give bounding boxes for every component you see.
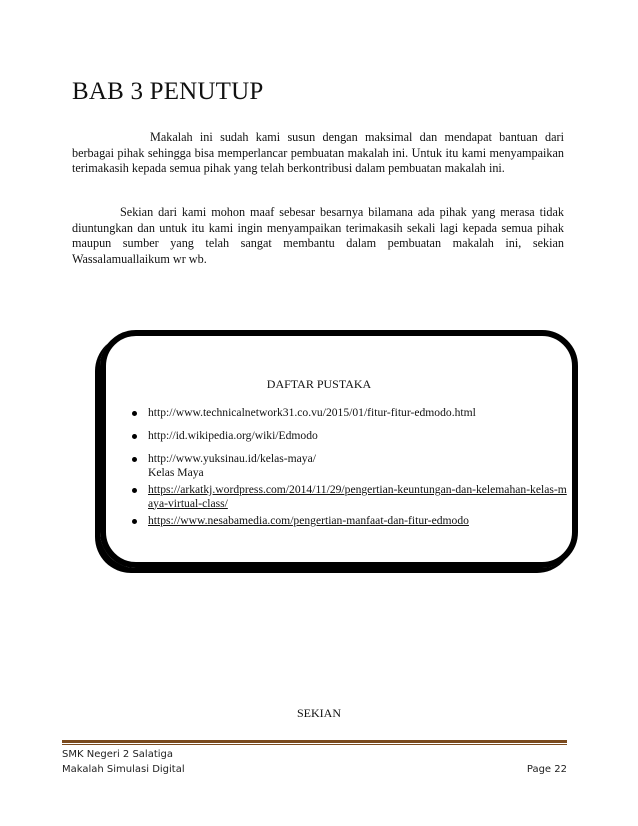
reference-note: Kelas Maya (148, 465, 204, 479)
footer-divider-thin (62, 744, 567, 745)
reference-link[interactable]: http://www.technicalnetwork31.co.vu/2015/01/fitur-fitur-edmodo.html (148, 406, 476, 419)
footer-subject: Makalah Simulasi Digital (62, 764, 185, 775)
reference-item (130, 452, 570, 479)
reference-link[interactable]: https://arkatkj.wordpress.com/2014/11/29/pengertian-keuntungan-dan-kelemahan-kelas-maya-virtual-class/ (148, 483, 567, 510)
footer-page-number: Page 22 (526, 764, 567, 775)
footer-bottom-row (62, 764, 567, 775)
reference-item (130, 429, 570, 443)
footer-school: SMK Negeri 2 Salatiga (62, 749, 174, 760)
closing-word: SEKIAN (297, 706, 341, 720)
references-list (130, 406, 570, 528)
reference-item (130, 514, 570, 528)
footer-divider-thick (62, 740, 567, 743)
reference-link[interactable]: https://www.nesabamedia.com/pengertian-manfaat-dan-fitur-edmodo (148, 514, 469, 527)
reference-item (130, 406, 570, 420)
reference-item (130, 483, 570, 510)
chapter-title: BAB 3 PENUTUP (72, 78, 264, 105)
references-title: DAFTAR PUSTAKA (266, 377, 372, 391)
closing-paragraph-2: Sekian dari kami mohon maaf sebesar besarnya bilamana ada pihak yang merasa tidak diuntungkan dan untuk itu kami ingin menyampaikan terimakasih sekali lagi kepada semua pihak maupun sumber yang telah sangat membantu dalam pembuatan makalah ini, sekian Wassalamuallaikum wr wb. (72, 205, 564, 266)
closing-paragraph-1: Makalah ini sudah kami susun dengan maksimal dan mendapat bantuan dari berbagai pihak sehingga bisa memperlancar pembuatan makalah ini. Untuk itu kami menyampaikan terimakasih kepada semua pihak yang telah berkontribusi dalam pembuatan makalah ini. (72, 130, 564, 176)
reference-link[interactable]: http://id.wikipedia.org/wiki/Edmodo (148, 428, 318, 442)
reference-link[interactable]: http://www.yuksinau.id/kelas-maya/ (148, 452, 316, 465)
